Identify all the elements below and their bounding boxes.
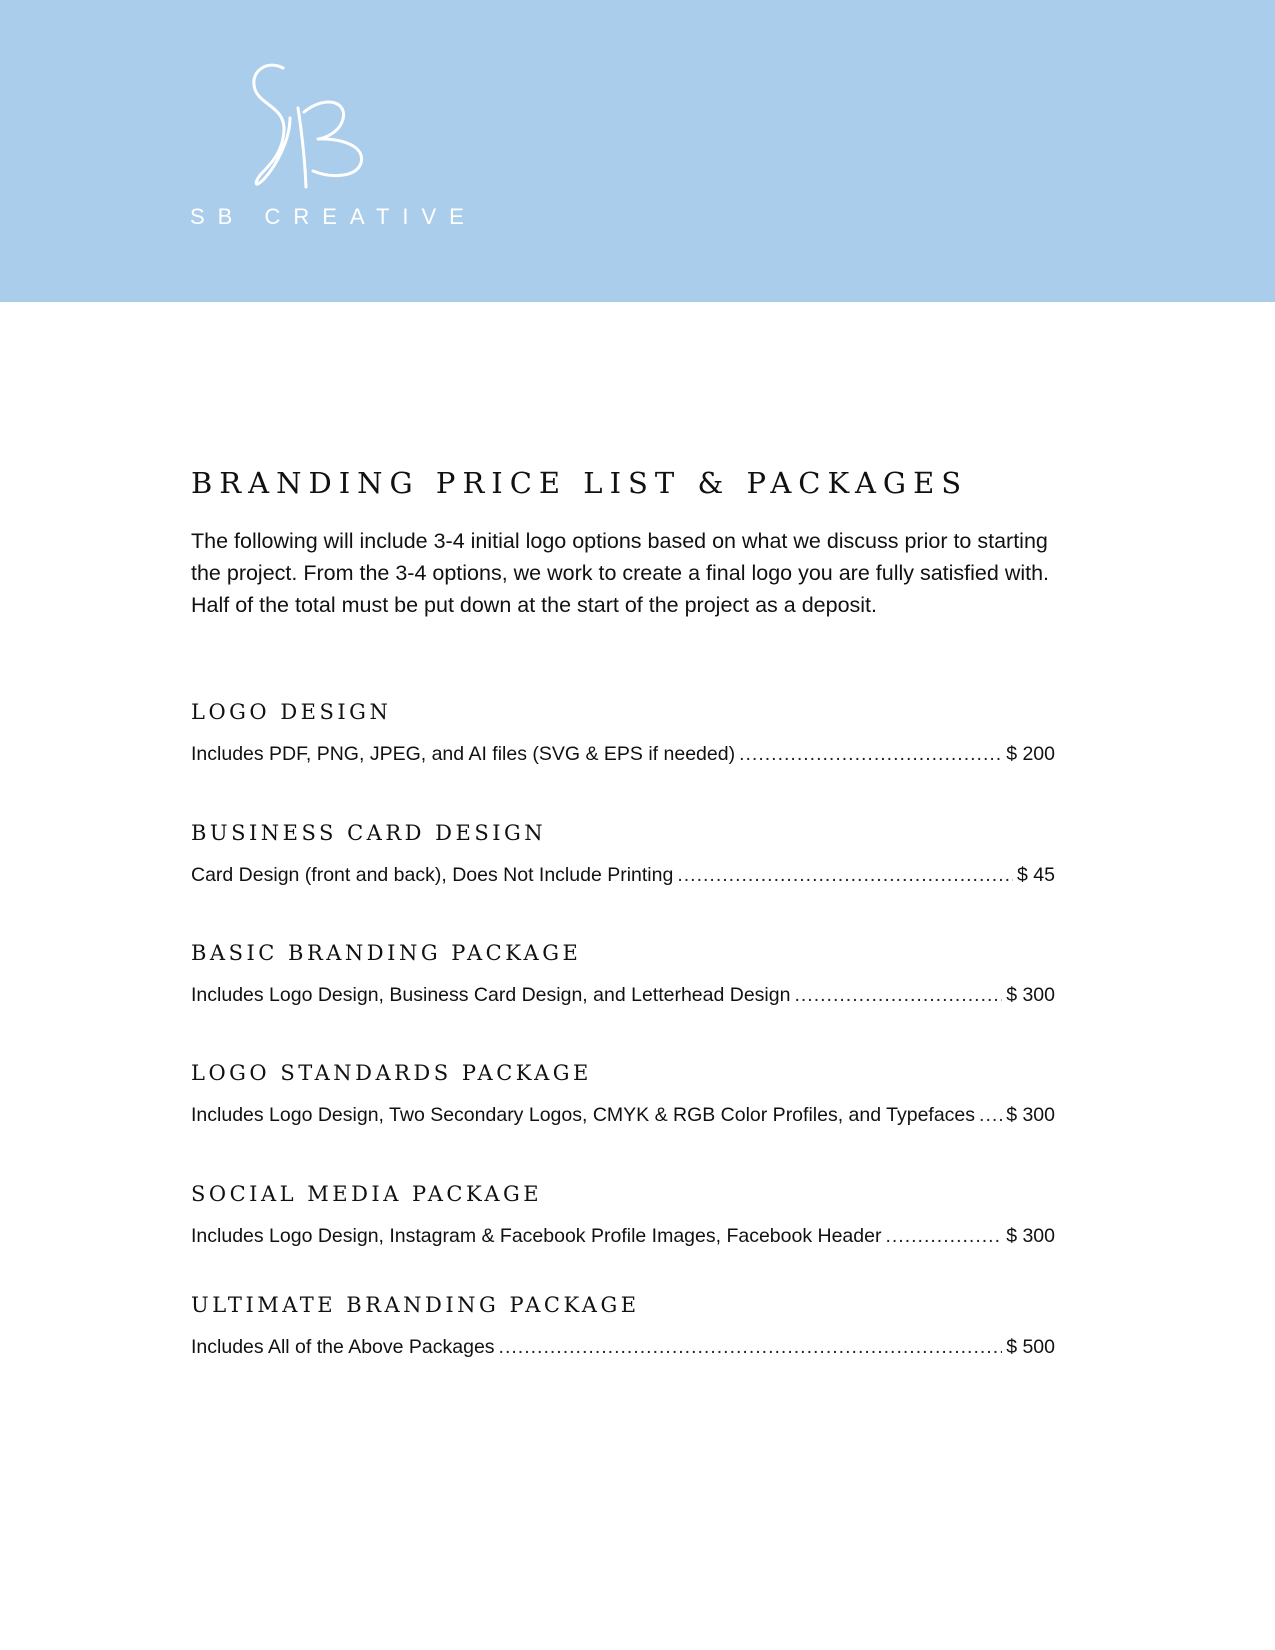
package-basic-branding [191, 941, 1055, 1007]
package-description: Includes PDF, PNG, JPEG, and AI files (SVG & EPS if needed) [191, 743, 736, 765]
package-description: Includes Logo Design, Instagram & Facebook Profile Images, Facebook Header [191, 1225, 882, 1247]
package-heading: BASIC BRANDING PACKAGE [191, 941, 582, 965]
dot-leader [739, 743, 1002, 766]
dot-leader [499, 1336, 1003, 1359]
package-price: $ 200 [1006, 743, 1055, 765]
package-logo-standards [191, 1061, 1055, 1127]
package-ultimate-branding [191, 1293, 1055, 1359]
package-price: $ 300 [1006, 1104, 1055, 1126]
package-social-media [191, 1182, 1055, 1248]
price-line [191, 743, 1055, 766]
package-logo-design [191, 700, 1055, 766]
package-heading: ULTIMATE BRANDING PACKAGE [191, 1293, 640, 1317]
package-description: Includes Logo Design, Two Secondary Logos, CMYK & RGB Color Profiles, and Typefaces [191, 1104, 976, 1126]
dot-leader [885, 1225, 1002, 1248]
package-heading: BUSINESS CARD DESIGN [191, 821, 547, 845]
package-description: Includes Logo Design, Business Card Design, and Letterhead Design [191, 984, 791, 1006]
package-heading: LOGO DESIGN [191, 700, 392, 724]
package-heading: LOGO STANDARDS PACKAGE [191, 1061, 592, 1085]
price-list-content [191, 466, 1055, 1358]
price-line [191, 864, 1055, 887]
sb-monogram-logo-icon [240, 60, 380, 190]
brand-name: SB CREATIVE [190, 204, 477, 229]
package-business-card-design [191, 821, 1055, 887]
price-line [191, 1104, 1055, 1127]
price-line [191, 1225, 1055, 1248]
intro-paragraph: The following will include 3-4 initial logo options based on what we discuss prior to starting the project. From the 3-4 options, we work to create a final logo you are fully satisfied with. Half of the total must be put down at the start of the project as a deposit. [191, 529, 1050, 617]
dot-leader [979, 1104, 1002, 1127]
dot-leader [794, 984, 1002, 1007]
dot-leader [677, 864, 1013, 887]
header-band [0, 0, 1275, 302]
package-price: $ 300 [1006, 1225, 1055, 1247]
package-heading: SOCIAL MEDIA PACKAGE [191, 1182, 543, 1206]
page-title: BRANDING PRICE LIST & PACKAGES [191, 466, 969, 500]
package-price: $ 300 [1006, 984, 1055, 1006]
package-description: Card Design (front and back), Does Not Include Printing [191, 864, 674, 886]
package-description: Includes All of the Above Packages [191, 1336, 495, 1358]
package-price: $ 500 [1006, 1336, 1055, 1358]
price-line [191, 1336, 1055, 1359]
package-price: $ 45 [1017, 864, 1055, 886]
price-line [191, 984, 1055, 1007]
